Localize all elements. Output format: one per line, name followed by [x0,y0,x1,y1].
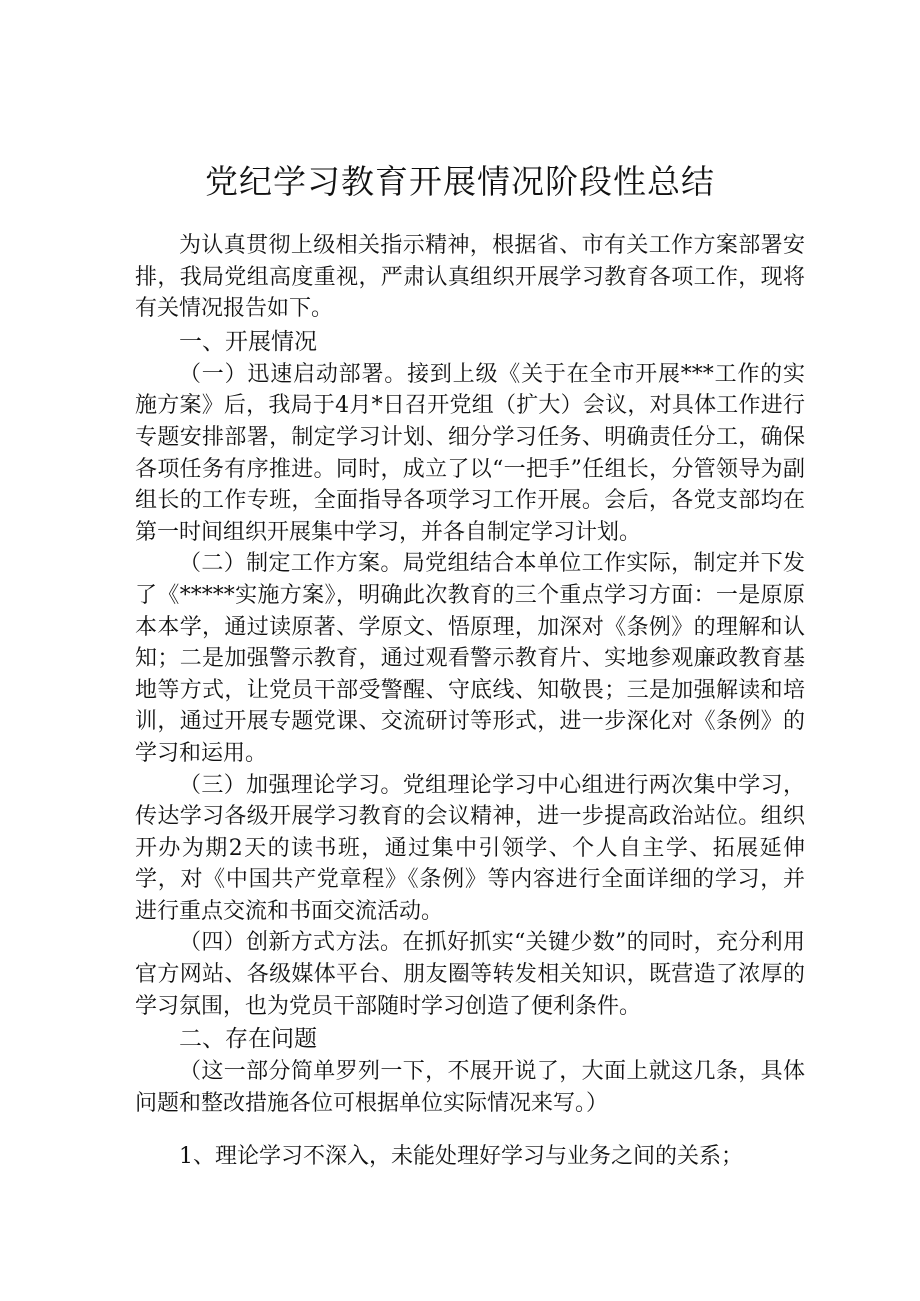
intro-paragraph: 为认真贯彻上级相关指示精神，根据省、市有关工作方案部署安排，我局党组高度重视，严肃认真组织开展学习教育各项工作，现将有关情况报告如下。 [135,233,805,322]
section-heading-1: 一、开展情况 [179,328,317,355]
section-heading-2: 二、存在问题 [179,1026,317,1053]
section-2-note: （这一部分简单罗列一下，不展开说了，大面上就这几条，具体问题和整改措施各位可根据单位实际情况来写。） [135,1059,805,1116]
paragraph-1-1: （一）迅速启动部署。接到上级《关于在全市开展***工作的实施方案》后，我局于4月*日召开党组（扩大）会议，对具体工作进行专题安排部署，制定学习计划、细分学习任务、明确责任分工，确保各项任务有序推进。同时，成立了以“一把手”任组长，分管领导为副组长的工作专班，全面指导各项学习工作开展。会后，各党支部均在第一时间组织开展集中学习，并各自制定学习计划。 [135,361,805,545]
paragraph-1-4: （四）创新方式方法。在抓好抓实“关键少数”的同时，充分利用官方网站、各级媒体平台、朋友圈等转发相关知识，既营造了浓厚的学习氛围，也为党员干部随时学习创造了便利条件。 [135,930,805,1019]
document-title: 党纪学习教育开展情况阶段性总结 [205,162,715,201]
document-body [135,230,805,1173]
paragraph-1-3: （三）加强理论学习。党组理论学习中心组进行两次集中学习，传达学习各级开展学习教育的会议精神，进一步提高政治站位。组织开办为期2天的读书班，通过集中引领学、个人自主学、拓展延伸学，对《中国共产党章程》《条例》等内容进行全面详细的学习，并进行重点交流和书面交流活动。 [135,772,805,924]
paragraph-1-2: （二）制定工作方案。局党组结合本单位工作实际，制定并下发了《*****实施方案》，明确此次教育的三个重点学习方面：一是原原本本学，通过读原著、学原文、悟原理，加深对《条例》的理解和认知；二是加强警示教育，通过观看警示教育片、实地参观廉政教育基地等方式，让党员干部受警醒、守底线、知敬畏；三是加强解读和培训，通过开展专题党课、交流研讨等形式，进一步深化对《条例》的学习和运用。 [135,551,805,766]
problem-list-item: 1、理论学习不深入，未能处理好学习与业务之间的关系； [179,1144,743,1170]
